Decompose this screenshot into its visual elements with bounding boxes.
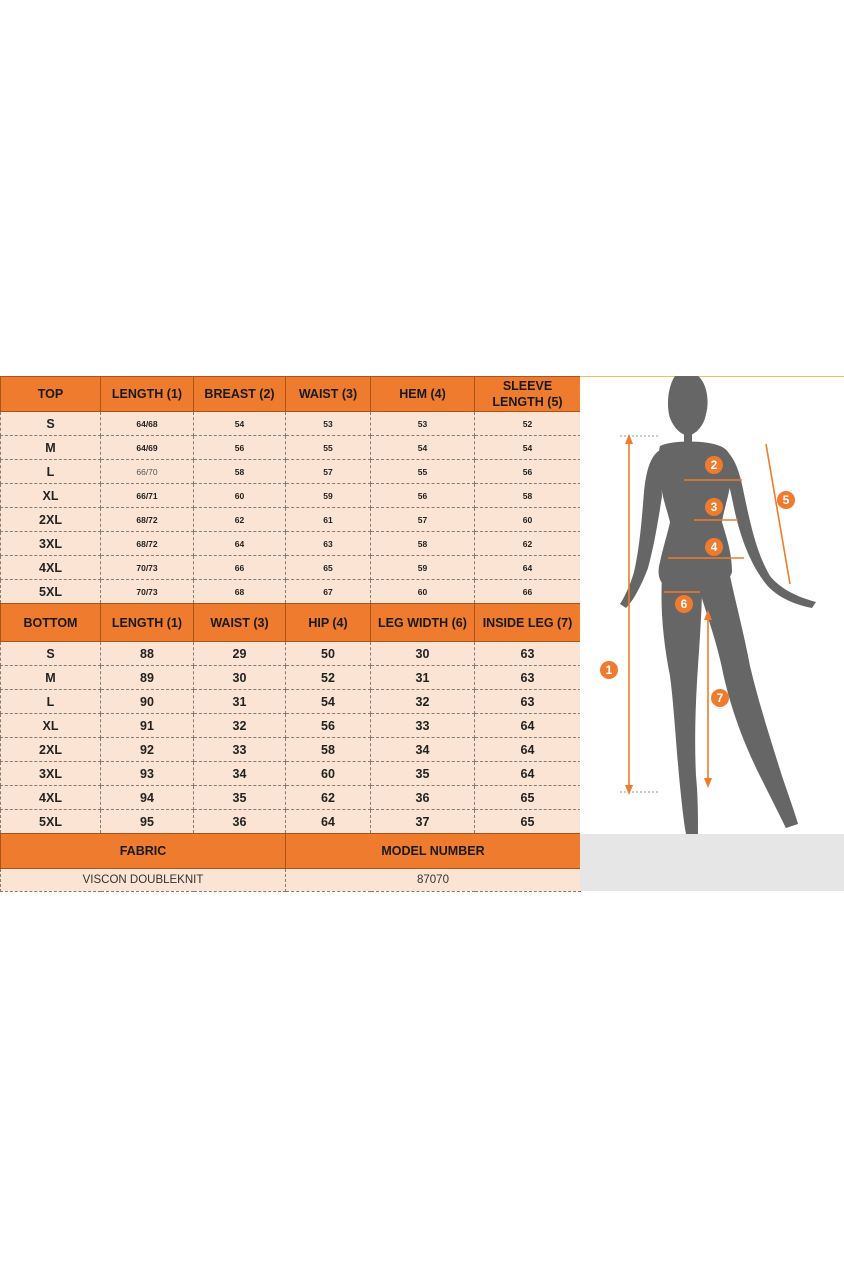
size-label-cell: M: [1, 436, 101, 460]
bottom-size-row: [1, 810, 581, 834]
measure-cell: 58: [371, 532, 475, 556]
marker-number: 6: [680, 597, 688, 611]
bottom-header-cell: BOTTOM: [1, 604, 101, 642]
measure-cell: 61: [286, 508, 371, 532]
size-label-cell: 2XL: [1, 738, 101, 762]
marker-number: 4: [710, 540, 718, 554]
measure-cell: 64: [475, 556, 581, 580]
measure-cell: 66: [475, 580, 581, 604]
measure-cell: 67: [286, 580, 371, 604]
top-header-cell: TOP: [1, 377, 101, 412]
measure-cell: 88: [101, 642, 194, 666]
size-label-cell: XL: [1, 484, 101, 508]
size-label-cell: 4XL: [1, 556, 101, 580]
measure-cell: 58: [475, 484, 581, 508]
size-label-cell: 4XL: [1, 786, 101, 810]
size-label-cell: XL: [1, 714, 101, 738]
top-size-row: [1, 412, 581, 436]
measure-cell: 94: [101, 786, 194, 810]
top-header-cell: WAIST (3): [286, 377, 371, 412]
bottom-header-cell: HIP (4): [286, 604, 371, 642]
sleeve-header-line2: LENGTH (5): [492, 395, 563, 409]
measure-cell: 57: [371, 508, 475, 532]
measure-cell: 35: [371, 762, 475, 786]
marker-number: 1: [605, 663, 613, 677]
measure-cell: 66/70: [101, 460, 194, 484]
left-leg-shape: [661, 576, 702, 834]
measure-cell: 33: [371, 714, 475, 738]
measure-cell: 54: [194, 412, 286, 436]
bottom-header-cell: LEG WIDTH (6): [371, 604, 475, 642]
measure-cell: 64/68: [101, 412, 194, 436]
footer-header-row: [1, 834, 581, 869]
marker-number: 2: [710, 458, 718, 472]
top-size-row: [1, 484, 581, 508]
measure-cell: 58: [286, 738, 371, 762]
measure-cell: 36: [194, 810, 286, 834]
top-size-row: [1, 532, 581, 556]
measure-cell: 32: [194, 714, 286, 738]
measure-cell: 62: [194, 508, 286, 532]
size-label-cell: 2XL: [1, 508, 101, 532]
bottom-size-row: [1, 786, 581, 810]
measure-cell: 32: [371, 690, 475, 714]
head-shape: [668, 376, 708, 436]
bottom-size-row: [1, 762, 581, 786]
measure-cell: 35: [194, 786, 286, 810]
size-chart: [0, 376, 844, 891]
marker-number: 5: [782, 493, 790, 507]
measure-cell: 91: [101, 714, 194, 738]
top-size-row: [1, 436, 581, 460]
measure-cell: 90: [101, 690, 194, 714]
measurement-figure: [580, 376, 844, 891]
measure-cell: 53: [371, 412, 475, 436]
arrowhead: [625, 434, 633, 444]
size-label-cell: 3XL: [1, 762, 101, 786]
size-label-cell: L: [1, 690, 101, 714]
size-label-cell: S: [1, 642, 101, 666]
measure-cell: 53: [286, 412, 371, 436]
bottom-size-row: [1, 714, 581, 738]
bottom-header-row: [1, 604, 581, 642]
measure-cell: 64/69: [101, 436, 194, 460]
measure-cell: 30: [194, 666, 286, 690]
bottom-size-row: [1, 666, 581, 690]
measure-cell: 64: [475, 714, 581, 738]
bottom-size-row: [1, 642, 581, 666]
size-label-cell: 5XL: [1, 810, 101, 834]
measure-cell: 64: [286, 810, 371, 834]
sleeve-header-line1: SLEEVE: [502, 379, 553, 393]
right-arm-shape: [722, 448, 816, 608]
measure-cell: 95: [101, 810, 194, 834]
measure-cell: 59: [286, 484, 371, 508]
measure-cell: 93: [101, 762, 194, 786]
top-header-cell: LENGTH (1): [101, 377, 194, 412]
measure-cell: 65: [475, 810, 581, 834]
left-arm-shape: [620, 450, 662, 608]
footer-value-row: [1, 869, 581, 892]
arrowhead: [704, 778, 712, 788]
measure-cell: 59: [371, 556, 475, 580]
size-table-panel: [0, 376, 580, 891]
measure-cell: 64: [194, 532, 286, 556]
measure-cell: 63: [286, 532, 371, 556]
top-size-row: [1, 556, 581, 580]
measure-cell: 37: [371, 810, 475, 834]
measure-cell: 33: [194, 738, 286, 762]
bottom-header-cell: LENGTH (1): [101, 604, 194, 642]
size-label-cell: L: [1, 460, 101, 484]
measure-cell: 68: [194, 580, 286, 604]
size-label-cell: S: [1, 412, 101, 436]
measure-cell: 64: [475, 738, 581, 762]
fabric-value: VISCON DOUBLEKNIT: [1, 869, 286, 892]
measure-cell: 56: [475, 460, 581, 484]
measure-cell: 63: [475, 642, 581, 666]
measure-cell: 29: [194, 642, 286, 666]
size-label-cell: M: [1, 666, 101, 690]
measure-cell: 89: [101, 666, 194, 690]
measure-cell: 68/72: [101, 508, 194, 532]
measure-cell: 34: [194, 762, 286, 786]
silhouette-shape: [620, 376, 816, 834]
measure-cell: 58: [194, 460, 286, 484]
fabric-label: FABRIC: [1, 834, 286, 869]
measure-cell: 63: [475, 690, 581, 714]
measure-cell: 52: [286, 666, 371, 690]
measure-cell: 55: [371, 460, 475, 484]
top-header-cell-sleeve: [475, 377, 581, 412]
measure-cell: 56: [194, 436, 286, 460]
top-size-row: [1, 508, 581, 532]
measure-cell: 70/73: [101, 556, 194, 580]
measure-cell: 34: [371, 738, 475, 762]
measure-cell: 56: [371, 484, 475, 508]
arrowhead: [625, 785, 633, 795]
top-header-row: [1, 377, 581, 412]
measure-cell: 66/71: [101, 484, 194, 508]
top-size-row: [1, 580, 581, 604]
measure-cell: 54: [286, 690, 371, 714]
measure-cell: 65: [286, 556, 371, 580]
measure-cell: 31: [194, 690, 286, 714]
bottom-size-row: [1, 690, 581, 714]
body-silhouette: [580, 376, 844, 891]
size-label-cell: 5XL: [1, 580, 101, 604]
measure-cell: 52: [475, 412, 581, 436]
bottom-size-row: [1, 738, 581, 762]
top-header-cell: BREAST (2): [194, 377, 286, 412]
model-number-label: MODEL NUMBER: [286, 834, 581, 869]
measure-cell: 55: [286, 436, 371, 460]
measure-cell: 68/72: [101, 532, 194, 556]
measure-cell: 60: [286, 762, 371, 786]
bottom-header-cell: INSIDE LEG (7): [475, 604, 581, 642]
measure-cell: 54: [475, 436, 581, 460]
bottom-header-cell: WAIST (3): [194, 604, 286, 642]
measure-cell: 60: [194, 484, 286, 508]
measure-cell: 36: [371, 786, 475, 810]
measure-cell: 65: [475, 786, 581, 810]
measure-cell: 60: [371, 580, 475, 604]
measure-cell: 92: [101, 738, 194, 762]
measure-cell: 31: [371, 666, 475, 690]
measure-cell: 63: [475, 666, 581, 690]
measure-cell: 64: [475, 762, 581, 786]
measure-cell: 30: [371, 642, 475, 666]
top-size-row: [1, 460, 581, 484]
measure-cell: 60: [475, 508, 581, 532]
measure-cell: 66: [194, 556, 286, 580]
size-table: [0, 376, 581, 892]
measure-cell: 62: [286, 786, 371, 810]
measure-cell: 56: [286, 714, 371, 738]
measure-cell: 57: [286, 460, 371, 484]
marker-number: 3: [710, 500, 718, 514]
sleeve-line: [766, 444, 790, 584]
size-label-cell: 3XL: [1, 532, 101, 556]
measure-cell: 54: [371, 436, 475, 460]
measure-cell: 62: [475, 532, 581, 556]
measure-cell: 70/73: [101, 580, 194, 604]
top-header-cell: HEM (4): [371, 377, 475, 412]
model-number-value: 87070: [286, 869, 581, 892]
measure-cell: 50: [286, 642, 371, 666]
marker-number: 7: [716, 691, 724, 705]
